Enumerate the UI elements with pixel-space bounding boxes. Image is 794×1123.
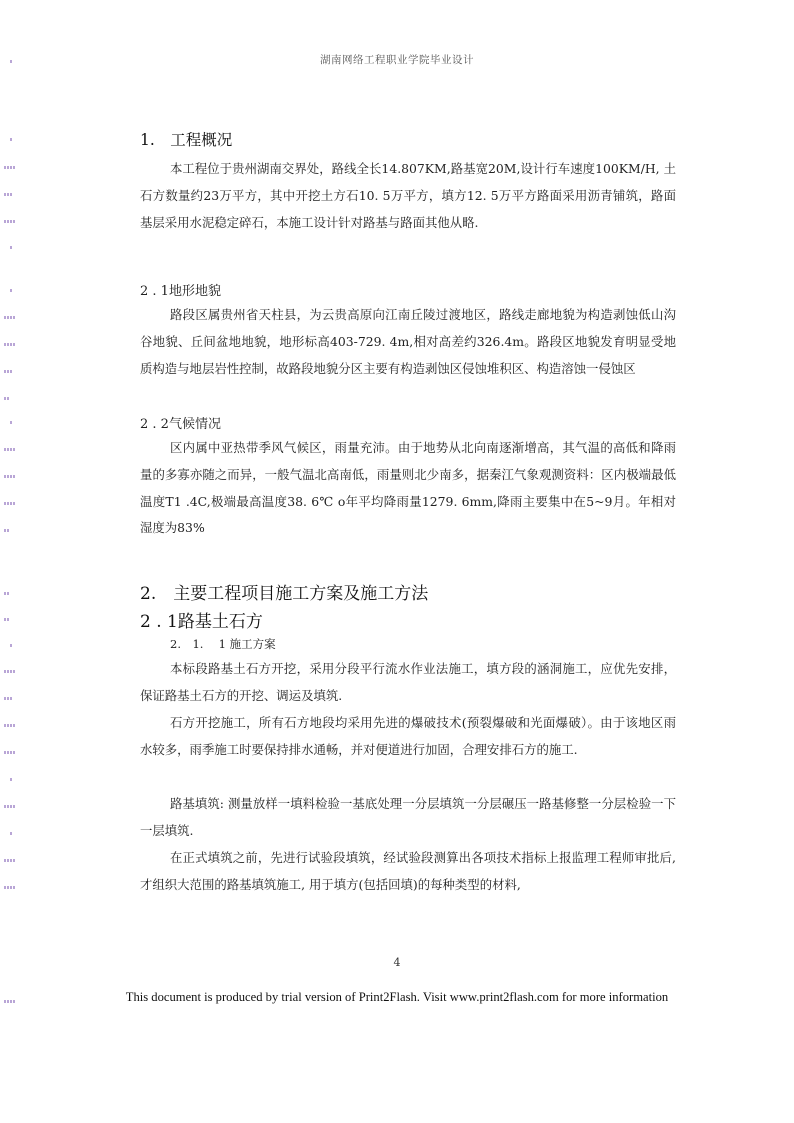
- margin-artifact: [4, 391, 20, 400]
- paragraph-trial-section: 在正式填筑之前，先进行试验段填筑，经试验段测算出各项技术指标上报监理工程师审批后, 才组织大范围的路基填筑施工, 用于填方(包括回填)的每种类型的材料,: [140, 850, 676, 892]
- paragraph-blasting: 石方开挖施工，所有石方地段均采用先进的爆破技术(预裂爆破和光面爆破）。由于该地区雨水较多，雨季施工时要保持排水通畅，并对便道进行加固，合理安排石方的施工.: [140, 715, 676, 757]
- margin-artifact: [4, 160, 20, 169]
- margin-artifact: [4, 799, 20, 808]
- section-1-paragraph: 本工程位于贵州湖南交界处，路线全长14.807KM,路基宽20M,设计行车速度100KM/H, 土石方数量约23万平方，其中开挖土方石10. 5万平方，填方12. 5万平方路面采用沥青铺筑，路面基层采用水泥稳定碎石，本施工设计针对路基与路面其他从略.: [140, 161, 676, 230]
- page-number: 4: [393, 956, 401, 969]
- margin-artifact: [4, 745, 20, 754]
- margin-artifact: [4, 310, 20, 319]
- margin-artifact: [4, 664, 20, 673]
- margin-artifact: [10, 132, 13, 141]
- margin-artifact: [4, 880, 20, 889]
- margin-artifact: [4, 523, 20, 532]
- page-header: 湖南网络工程职业学院毕业设计: [320, 54, 474, 66]
- margin-artifact: [4, 442, 20, 451]
- margin-artifact: [4, 853, 20, 862]
- section-2-2-paragraph: 区内属中亚热带季风气候区，雨量充沛。由于地势从北向南逐渐增高，其气温的高低和降雨量的多寡亦随之而异，一般气温北高南低，雨量则北少南多，据秦江气象观测资料：区内极端最低温度T1 .4C,极端最高温度38. 6℃ o年平均降雨量1279. 6mm,降雨主要集中在5~9月。年相对湿度为83%: [140, 440, 676, 536]
- trial-watermark-footer: This document is produced by trial version of Print2Flash. Visit www.print2flash.com for more information: [125, 990, 669, 1004]
- margin-artifact: [10, 826, 13, 835]
- margin-artifact: [10, 415, 13, 424]
- margin-artifact: [4, 496, 20, 505]
- section-2-2-title: 2 . 2气候情况: [140, 417, 221, 432]
- margin-artifact: [4, 337, 20, 346]
- margin-artifact: [10, 772, 13, 781]
- margin-artifact: [4, 586, 10, 595]
- paragraph-filling-process: 路基填筑: 测量放样一填料检验一基底处理一分层填筑一分层碾压一路基修整一分层检验一下一层填筑.: [140, 796, 676, 838]
- margin-artifact: [4, 187, 20, 196]
- section-2-1-paragraph: 路段区属贵州省天柱县，为云贵高原向江南丘陵过渡地区，路线走廊地貌为构造剥蚀低山沟谷地貌、丘间盆地地貌，地形标高403-729. 4m,相对高差约326.4m。路段区地貌发育明显受地质构造与地层岩性控制，故路段地貌分区主要有构造剥蚀区侵蚀堆积区、构造溶蚀一侵蚀区: [140, 307, 676, 376]
- margin-artifact: [10, 283, 13, 292]
- margin-artifact: [4, 364, 20, 373]
- section-1-title: 1. 工程概况: [140, 131, 233, 149]
- margin-artifact: [4, 612, 10, 621]
- margin-artifact: [4, 691, 20, 700]
- margin-artifact: [10, 54, 13, 63]
- paragraph-excavation: 本标段路基土石方开挖，采用分段平行流水作业法施工，填方段的涵洞施工，应优先安排，保证路基土石方的开挖、调运及填筑.: [140, 661, 676, 703]
- section-2-title: 2. 主要工程项目施工方案及施工方法: [140, 584, 429, 604]
- margin-artifact: [10, 240, 13, 249]
- margin-artifact: [4, 214, 20, 223]
- margin-artifact: [4, 469, 20, 478]
- section-2-1-title: 2 . 1地形地貌: [140, 284, 221, 299]
- margin-artifact: [10, 638, 13, 647]
- section-2-1-1-title: 2. 1. 1 施工方案: [170, 637, 276, 651]
- margin-artifact: [4, 718, 20, 727]
- section-2-1-roadbed-title: 2 . 1路基土石方: [140, 612, 263, 632]
